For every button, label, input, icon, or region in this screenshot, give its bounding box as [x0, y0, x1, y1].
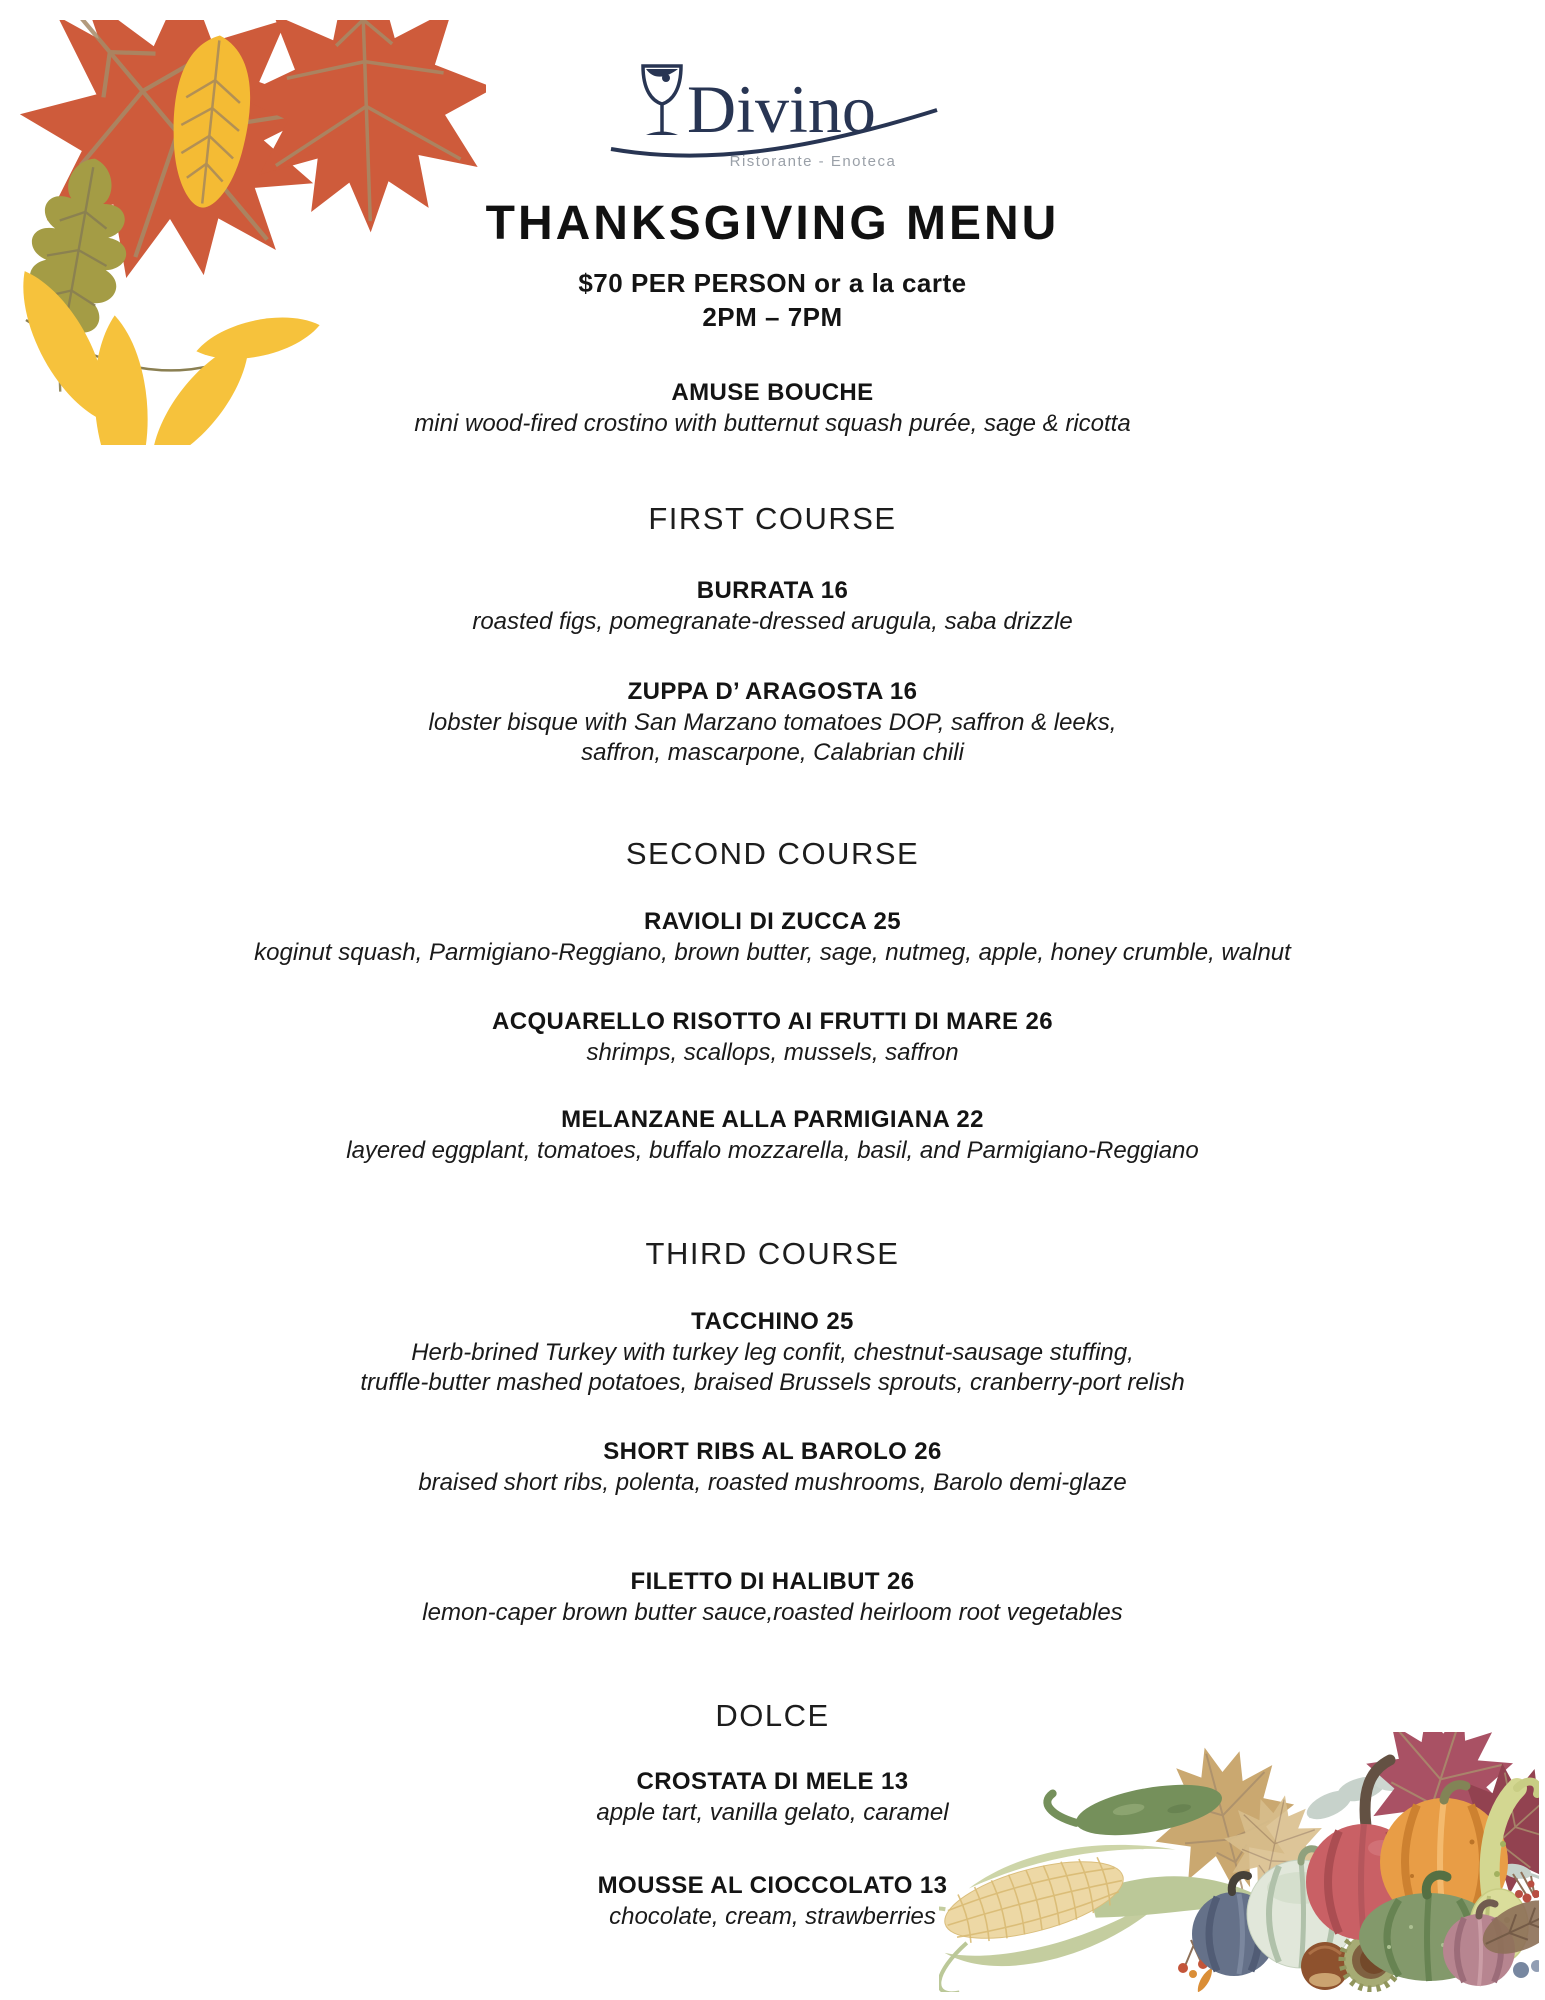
item-desc-acquarello: shrimps, scallops, mussels, saffron: [586, 1039, 959, 1066]
item-desc-burrata: roasted figs, pomegranate-dressed arugula, saba drizzle: [472, 608, 1073, 635]
amuse-bouche-name: AMUSE BOUCHE: [671, 379, 874, 406]
item-desc-ravioli: koginut squash, Parmigiano-Reggiano, brown butter, sage, nutmeg, apple, honey crumble, walnut: [254, 939, 1291, 966]
amuse-bouche-desc: mini wood-fired crostino with butternut squash purée, sage & ricotta: [414, 410, 1131, 437]
wine-glass-icon: [643, 66, 681, 135]
logo-brand-text: Divino: [686, 71, 876, 147]
price-line: $70 PER PERSON or a la carte: [578, 268, 967, 298]
item-desc-short-ribs: braised short ribs, polenta, roasted mushrooms, Barolo demi-glaze: [418, 1469, 1127, 1496]
blueberries: [1513, 1960, 1539, 1978]
item-name-tacchino: TACCHINO 25: [691, 1308, 854, 1335]
item-desc-crostata: apple tart, vanilla gelato, caramel: [596, 1799, 949, 1826]
item-name-filetto: FILETTO DI HALIBUT 26: [630, 1568, 915, 1595]
item-desc-tacchino-line2: truffle-butter mashed potatoes, braised Brussels sprouts, cranberry-port relish: [360, 1369, 1185, 1396]
item-name-burrata: BURRATA 16: [696, 577, 849, 604]
logo-tagline-text: Ristorante - Enoteca: [729, 153, 896, 170]
course-title-second: SECOND COURSE: [625, 836, 920, 871]
item-name-ravioli: RAVIOLI DI ZUCCA 25: [644, 908, 901, 935]
item-desc-mousse: chocolate, cream, strawberries: [609, 1903, 936, 1930]
item-name-crostata: CROSTATA DI MELE 13: [636, 1768, 909, 1795]
item-desc-tacchino-line1: Herb-brined Turkey with turkey leg confit, chestnut-sausage stuffing,: [411, 1339, 1134, 1366]
restaurant-logo: [603, 52, 943, 179]
course-title-dolce: DOLCE: [715, 1698, 830, 1733]
item-name-zuppa: ZUPPA D’ ARAGOSTA 16: [627, 678, 918, 705]
hours-line: 2PM – 7PM: [702, 302, 843, 332]
course-title-first: FIRST COURSE: [648, 501, 897, 536]
item-desc-zuppa-line2: saffron, mascarpone, Calabrian chili: [581, 739, 964, 766]
item-name-mousse: MOUSSE AL CIOCCOLATO 13: [597, 1872, 948, 1899]
item-desc-filetto: lemon-caper brown butter sauce,roasted heirloom root vegetables: [422, 1599, 1123, 1626]
menu-title: THANKSGIVING MENU: [485, 197, 1060, 250]
item-name-acquarello: ACQUARELLO RISOTTO AI FRUTTI DI MARE 26: [492, 1008, 1053, 1035]
item-name-short-ribs: SHORT RIBS AL BAROLO 26: [603, 1438, 942, 1465]
item-desc-melanzane: layered eggplant, tomatoes, buffalo mozzarella, basil, and Parmigiano-Reggiano: [346, 1137, 1199, 1164]
item-name-melanzane: MELANZANE ALLA PARMIGIANA 22: [561, 1106, 984, 1133]
course-title-third: THIRD COURSE: [645, 1236, 900, 1271]
item-desc-zuppa-line1: lobster bisque with San Marzano tomatoes DOP, saffron & leeks,: [428, 709, 1117, 736]
